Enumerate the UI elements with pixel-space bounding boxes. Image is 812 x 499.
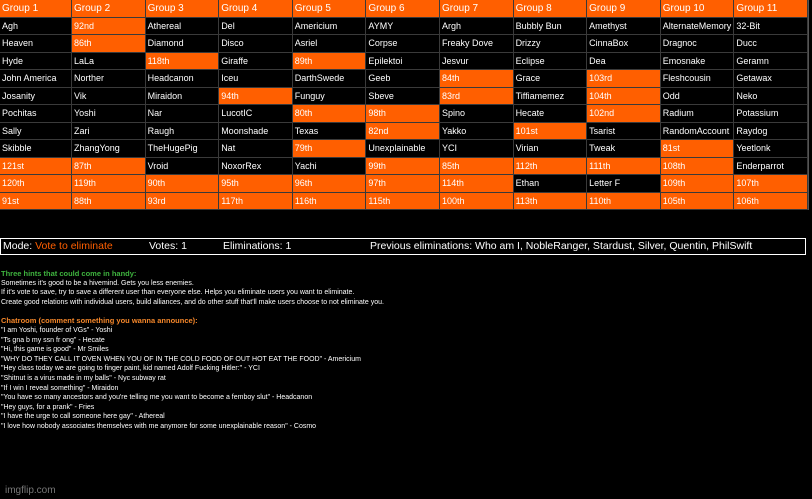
player-cell: AlternateMemory [661,18,735,36]
eliminated-rank-cell: 94th [219,88,293,106]
group-header: Group 5 [293,0,367,18]
eliminated-rank-cell: 99th [366,158,440,176]
eliminated-rank-cell: 104th [587,88,661,106]
player-cell: Josanity [0,88,72,106]
player-cell: Fleshcousin [661,70,735,88]
eliminated-rank-cell: 89th [293,53,367,71]
eliminated-rank-cell: 91st [0,193,72,211]
eliminated-rank-cell: 113th [514,193,588,211]
player-cell: Tweak [587,140,661,158]
player-cell: Raugh [146,123,220,141]
player-cell: Ethan [514,175,588,193]
eliminated-rank-cell: 105th [661,193,735,211]
player-cell: Giraffe [219,53,293,71]
eliminated-rank-cell: 100th [440,193,514,211]
group-header: Group 4 [219,0,293,18]
player-cell: Yakko [440,123,514,141]
player-cell: Enderparrot [734,158,808,176]
eliminations-count: Eliminations: 1 [223,240,292,252]
eliminated-rank-cell: 92nd [72,18,146,36]
eliminated-rank-cell: 118th [146,53,220,71]
watermark: imgflip.com [5,485,56,496]
group-header: Group 1 [0,0,72,18]
chat-message: "If I win I reveal something" - Miraidon [1,384,119,392]
player-cell: Odd [661,88,735,106]
chatroom-list [1,326,384,432]
chat-message: "Ts gna b my ssn fr ong" - Hecate [1,336,105,344]
eliminated-rank-cell: 81st [661,140,735,158]
player-cell: Epilektoi [366,53,440,71]
eliminated-rank-cell: 88th [72,193,146,211]
eliminated-rank-cell: 110th [587,193,661,211]
eliminated-rank-cell: 101st [514,123,588,141]
group-header: Group 2 [72,0,146,18]
eliminated-rank-cell: 79th [293,140,367,158]
player-cell: LaLa [72,53,146,71]
player-cell: Raydog [734,123,808,141]
eliminated-rank-cell: 90th [146,175,220,193]
player-cell: Vik [72,88,146,106]
player-cell: Freaky Dove [440,35,514,53]
chat-message: "I love how nobody associates themselves with me anymore for some unexplainable reason" - Cosmo [1,422,317,430]
eliminated-rank-cell: 111th [587,158,661,176]
notes-section [1,269,384,432]
player-cell: Yeetlonk [734,140,808,158]
player-cell: Del [219,18,293,36]
player-cell: YCI [440,140,514,158]
eliminated-rank-cell: 121st [0,158,72,176]
eliminated-rank-cell: 87th [72,158,146,176]
player-cell: Nat [219,140,293,158]
player-cell: 32-Bit [734,18,808,36]
chatroom-title: Chatroom (comment something you wanna announce): [1,316,198,326]
player-cell: Pochitas [0,105,72,123]
player-cell: Vroid [146,158,220,176]
player-cell: Emosnake [661,53,735,71]
eliminated-rank-cell: 93rd [146,193,220,211]
player-cell: Virian [514,140,588,158]
hints-title: Three hints that could come in handy: [1,269,137,278]
eliminated-rank-cell: 84th [440,70,514,88]
eliminated-rank-cell: 112th [514,158,588,176]
player-cell: Grace [514,70,588,88]
eliminated-rank-cell: 80th [293,105,367,123]
player-cell: John America [0,70,72,88]
group-header: Group 6 [366,0,440,18]
player-cell: Jesvur [440,53,514,71]
player-cell: Agh [0,18,72,36]
player-cell: Athereal [146,18,220,36]
eliminated-rank-cell: 95th [219,175,293,193]
eliminated-rank-cell: 117th [219,193,293,211]
eliminated-rank-cell: 86th [72,35,146,53]
player-cell: Texas [293,123,367,141]
player-cell: LucotIC [219,105,293,123]
player-cell: Nar [146,105,220,123]
player-cell: Tiffiamemez [514,88,588,106]
player-cell: Potassium [734,105,808,123]
player-cell: NoxorRex [219,158,293,176]
player-cell: Tsarist [587,123,661,141]
eliminated-rank-cell: 109th [661,175,735,193]
mode-label: Mode: [3,240,36,252]
player-cell: Getawax [734,70,808,88]
chat-message: "WHY DO THEY CALL IT OVEN WHEN YOU OF IN THE COLD FOOD OF OUT HOT EAT THE FOOD" - Americium [1,355,361,363]
group-header: Group 10 [661,0,735,18]
player-cell: Letter F [587,175,661,193]
group-header: Group 9 [587,0,661,18]
player-cell: RandomAccount [661,123,735,141]
hint-line: Sometimes it's good to be a hivemind. Gets you less enemies. [1,279,194,287]
eliminated-rank-cell: 115th [366,193,440,211]
eliminated-rank-cell: 83rd [440,88,514,106]
player-cell: TheHugePig [146,140,220,158]
chat-message: "Hey class today we are going to finger paint, kid named Adolf Fucking Hitler:" - YCI [1,365,260,373]
group-header: Group 11 [734,0,808,18]
mode-value: Vote to eliminate [35,240,113,252]
player-cell: Skibble [0,140,72,158]
eliminated-rank-cell: 108th [661,158,735,176]
player-cell: Moonshade [219,123,293,141]
player-cell: Headcanon [146,70,220,88]
player-cell: Funguy [293,88,367,106]
player-cell: Hyde [0,53,72,71]
chat-message: "Shitnut is a virus made in my balls" - Nyc subway rat [1,374,166,382]
eliminated-rank-cell: 106th [734,193,808,211]
chat-message: "Hi, this game is good" - Mr Smiles [1,346,109,354]
player-cell: Eclipse [514,53,588,71]
chat-message: "Hey guys, for a prank" - Fries [1,403,95,411]
player-cell: Unexplainable [366,140,440,158]
eliminated-rank-cell: 85th [440,158,514,176]
player-cell: Sally [0,123,72,141]
player-cell: ZhangYong [72,140,146,158]
eliminated-rank-cell: 119th [72,175,146,193]
eliminated-rank-cell: 116th [293,193,367,211]
player-cell: AYMY [366,18,440,36]
chat-message: "I am Yoshi, founder of VGs" - Yoshi [1,326,113,334]
eliminated-rank-cell: 97th [366,175,440,193]
player-cell: Yachi [293,158,367,176]
player-cell: Americium [293,18,367,36]
eliminated-rank-cell: 107th [734,175,808,193]
player-cell: Iceu [219,70,293,88]
player-cell: Asriel [293,35,367,53]
chat-message: "I have the urge to call someone here gay" - Athereal [1,413,165,421]
status-bar [0,238,806,255]
player-cell: Bubbly Bun [514,18,588,36]
eliminated-rank-cell: 102nd [587,105,661,123]
hint-line: If it's vote to save, try to save a different user than everyone else. Helps you eliminate users you want to eliminate. [1,289,355,297]
player-cell: Radium [661,105,735,123]
group-header: Group 3 [146,0,220,18]
groups-spreadsheet [0,0,809,210]
player-cell: Hecate [514,105,588,123]
player-cell: Disco [219,35,293,53]
player-cell: Dragnoc [661,35,735,53]
hints-list [1,279,384,308]
hint-line: Create good relations with individual users, build alliances, and do other stuff that'll make users choose to not eliminate you. [1,298,384,306]
eliminated-rank-cell: 103rd [587,70,661,88]
player-cell: Miraidon [146,88,220,106]
player-cell: Norther [72,70,146,88]
player-cell: CinnaBox [587,35,661,53]
player-cell: Ducc [734,35,808,53]
player-cell: Yoshi [72,105,146,123]
player-cell: Dea [587,53,661,71]
votes-count: Votes: 1 [149,240,187,252]
player-cell: Geramn [734,53,808,71]
player-cell: Sbeve [366,88,440,106]
player-cell: DarthSwede [293,70,367,88]
previous-eliminations: Previous eliminations: Who am I, NobleRanger, Stardust, Silver, Quentin, PhilSwift [370,240,753,252]
player-cell: Amethyst [587,18,661,36]
player-cell: Geeb [366,70,440,88]
eliminated-rank-cell: 96th [293,175,367,193]
player-cell: Zari [72,123,146,141]
player-cell: Diamond [146,35,220,53]
group-header: Group 7 [440,0,514,18]
player-cell: Neko [734,88,808,106]
chat-message: "You have so many ancestors and you're telling me you want to become a femboy slut" - Headcanon [1,394,313,402]
eliminated-rank-cell: 82nd [366,123,440,141]
player-cell: Drizzy [514,35,588,53]
mode-field [3,239,113,254]
eliminated-rank-cell: 114th [440,175,514,193]
player-cell: Corpse [366,35,440,53]
player-cell: Heaven [0,35,72,53]
eliminated-rank-cell: 98th [366,105,440,123]
player-cell: Argh [440,18,514,36]
player-cell: Spino [440,105,514,123]
eliminated-rank-cell: 120th [0,175,72,193]
group-header: Group 8 [514,0,588,18]
